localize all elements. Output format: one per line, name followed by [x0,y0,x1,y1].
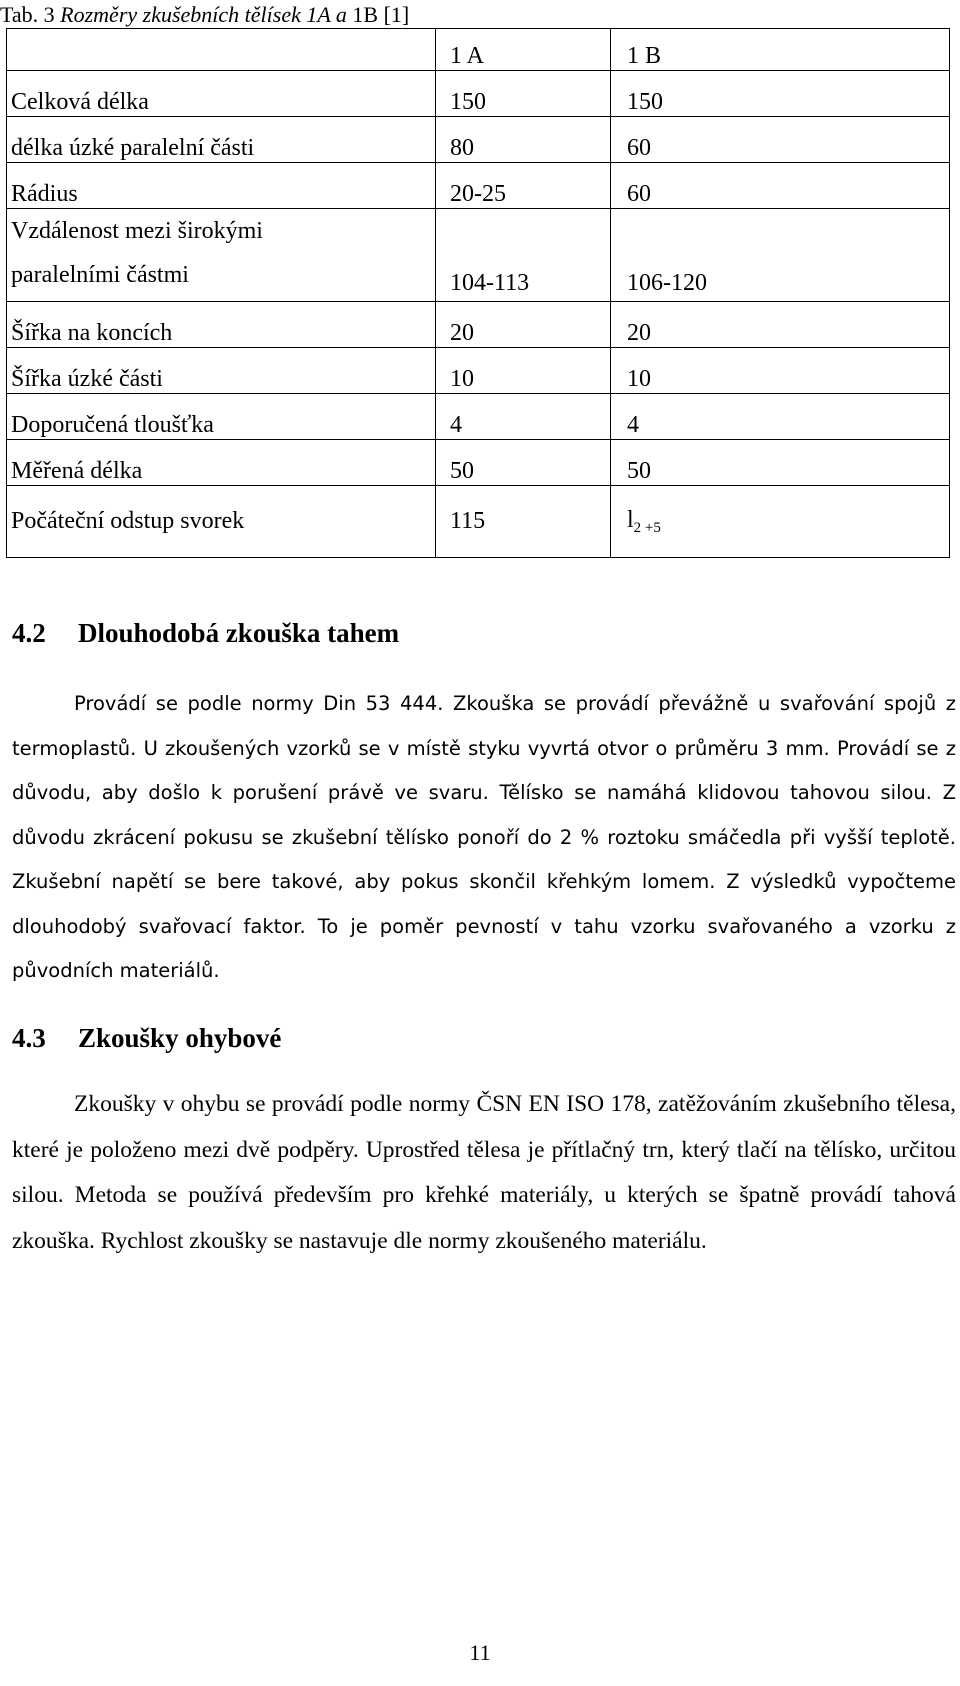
section-title: Dlouhodobá zkouška tahem [78,618,400,648]
row-value-1b: 10 [611,348,950,394]
section-heading-4-2 [12,618,399,649]
row-value-1a: 20-25 [436,163,611,209]
section-number: 4.2 [12,618,46,648]
table-row [7,117,950,163]
row-label: Šířka na koncích [7,302,436,348]
section-4-3-body [12,1082,956,1264]
table-row [7,486,950,558]
row-label: Celková délka [7,71,436,117]
row-value-1a: 104-113 [436,209,611,302]
row-label: Šířka úzké části [7,348,436,394]
paragraph: Zkoušky v ohybu se provádí podle normy ČSN EN ISO 178, zatěžováním zkušebního tělesa, které je položeno mezi dvě podpěry. Uprostřed tělesa je přítlačný trn, který tlačí na tělísko, určitou silou. Metoda se používá především pro křehké materiály, u kterých se špatně provádí tahová zkouška. Rychlost zkoušky se nastavuje dle normy zkoušeného materiálu. [12,1091,956,1254]
row-value-1a: 150 [436,71,611,117]
row-value-1a: 80 [436,117,611,163]
row-value-1a: 10 [436,348,611,394]
row-label: Doporučená tloušťka [7,394,436,440]
section-heading-4-3 [12,1023,281,1054]
row-value-1a: 115 [436,486,611,558]
table-row [7,348,950,394]
table-row [7,209,950,302]
caption-suffix: 1B [1] [352,2,410,27]
row-value-1b: 150 [611,71,950,117]
row-label: Počáteční odstup svorek [7,486,436,558]
row-value-1b: 60 [611,117,950,163]
caption-italic: Rozměry zkušebních tělísek 1A a [60,2,353,27]
header-cell-empty [7,29,436,71]
table-row [7,163,950,209]
section-title: Zkoušky ohybové [78,1023,282,1053]
section-number: 4.3 [12,1023,46,1053]
caption-prefix: Tab. 3 [0,2,61,27]
specimen-dimensions-table [6,28,950,558]
row-value-1a: 20 [436,302,611,348]
row-label: délka úzké paralelní části [7,117,436,163]
section-4-2-body [12,682,956,994]
row-value-1b-main: l [627,506,634,533]
row-value-1a: 4 [436,394,611,440]
row-label-line2: paralelními částmi [11,262,189,288]
row-value-1b [611,486,950,558]
table-row [7,302,950,348]
row-label: Měřená délka [7,440,436,486]
row-value-1b: 50 [611,440,950,486]
row-label: Rádius [7,163,436,209]
paragraph: Provádí se podle normy Din 53 444. Zkouška se provádí převážně u svařování spojů z termoplastů. U zkoušených vzorků se v místě styku vyvrtá otvor o průměru 3 mm. Provádí se z důvodu, aby došlo k porušení právě ve svaru. Tělísko se namáhá klidovou tahovou silou. Z důvodu zkrácení pokusu se zkušební tělísko ponoří do 2 % roztoku smáčedla při vyšší teplotě. Zkušební napětí se bere takové, aby pokus skončil křehkým lomem. Z výsledků vypočteme dlouhodobý svařovací faktor. To je poměr pevností v tahu vzorku svařovaného a vzorku z původních materiálů. [12,692,956,982]
table-header-row [7,29,950,71]
table-row [7,71,950,117]
header-cell-1a: 1 A [436,29,611,71]
row-label-line1: Vzdálenost mezi širokými [11,218,263,244]
row-value-1b: 60 [611,163,950,209]
row-value-1b-subscript: 2 +5 [633,519,661,536]
row-value-1b: 106-120 [611,209,950,302]
page-number: 11 [469,1640,491,1665]
row-value-1b: 20 [611,302,950,348]
table-caption [0,2,409,28]
row-value-1a: 50 [436,440,611,486]
row-value-1b: 4 [611,394,950,440]
row-label [7,209,436,302]
table-row [7,440,950,486]
header-cell-1b: 1 B [611,29,950,71]
table-row [7,394,950,440]
